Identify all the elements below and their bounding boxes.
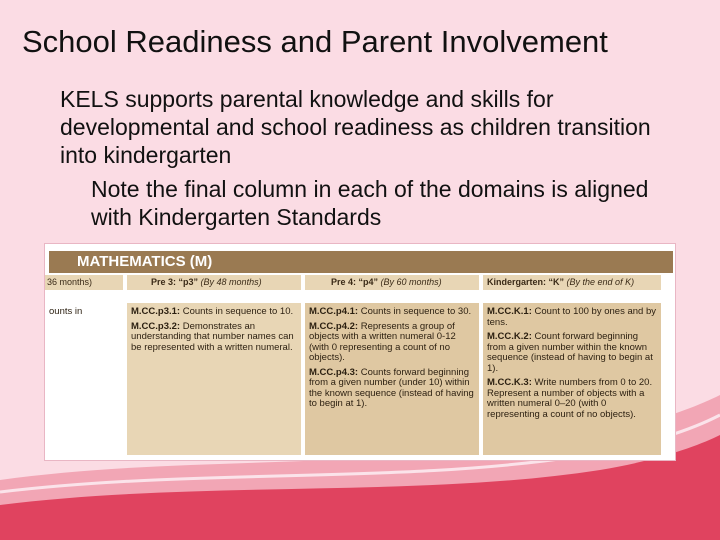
column-label: Pre 3: “p3” (151, 277, 199, 287)
standard-code: M.CC.p3.1: (131, 306, 181, 317)
standard-text: Counts in sequence to 10. (182, 306, 294, 317)
column-note: (By 60 months) (380, 277, 442, 287)
column-note: (By 48 months) (200, 277, 262, 287)
column-header-p3 (127, 275, 301, 290)
standard-text: Counts forward beginning from a given number (under 10) within the known sequence (instead of having to begin at 1). (309, 366, 474, 409)
standard-item (131, 322, 297, 354)
column-header-p4 (305, 275, 479, 290)
cell-p3 (127, 303, 301, 455)
bullet-note-final-column: Note the final column in each of the domains is aligned with Kindergarten Standards (91, 176, 649, 230)
column-note: (By the end of K) (566, 277, 635, 287)
row-label: ounts in (49, 306, 83, 317)
standard-code: M.CC.K.1: (487, 306, 532, 317)
standard-text: Represents a group of objects with a written numeral 0-12 (with 0 representing a count of no objects). (309, 320, 456, 363)
standard-item (487, 307, 657, 328)
column-label: Kindergarten: “K” (487, 277, 565, 287)
standard-text: Demonstrates an understanding that number names can be represented with a written numeral. (131, 320, 294, 353)
standard-item (309, 322, 475, 364)
standard-code: M.CC.p4.2: (309, 320, 359, 332)
standard-code: M.CC.K.2: (487, 331, 532, 342)
table-title: MATHEMATICS (M) (49, 251, 673, 273)
standard-item (487, 378, 657, 420)
standard-item (309, 368, 475, 410)
standard-code: M.CC.p4.3: (309, 366, 359, 378)
column-label: 36 months) (47, 277, 93, 287)
standard-text: Count forward beginning from a given number within the known sequence (instead of having to begin at 1). (487, 331, 653, 374)
cell-p4 (305, 303, 479, 455)
bullet-kels-support: KELS supports parental knowledge and skills for developmental and school readiness as children transition into kindergarten (60, 86, 651, 168)
standard-text: Count to 100 by ones and by tens. (487, 306, 656, 328)
standard-code: M.CC.K.3: (487, 377, 532, 388)
mathematics-table-image (44, 243, 676, 461)
standard-item (131, 307, 297, 318)
standard-item (309, 307, 475, 318)
standard-text: Counts in sequence to 30. (360, 306, 472, 317)
slide-title: School Readiness and Parent Involvement (22, 24, 608, 59)
standard-text: Write numbers from 0 to 20. Represent a number of objects with a written numeral 0–20 (with 0 representing a count of no objects). (487, 377, 653, 420)
column-label: Pre 4: “p4” (331, 277, 379, 287)
standard-code: M.CC.p3.2: (131, 320, 181, 332)
standard-item (487, 332, 657, 374)
column-header-prev (45, 275, 123, 290)
standard-code: M.CC.p4.1: (309, 306, 359, 317)
cell-kindergarten (483, 303, 661, 455)
column-header-k (483, 275, 661, 290)
row-label-cell (45, 303, 123, 333)
